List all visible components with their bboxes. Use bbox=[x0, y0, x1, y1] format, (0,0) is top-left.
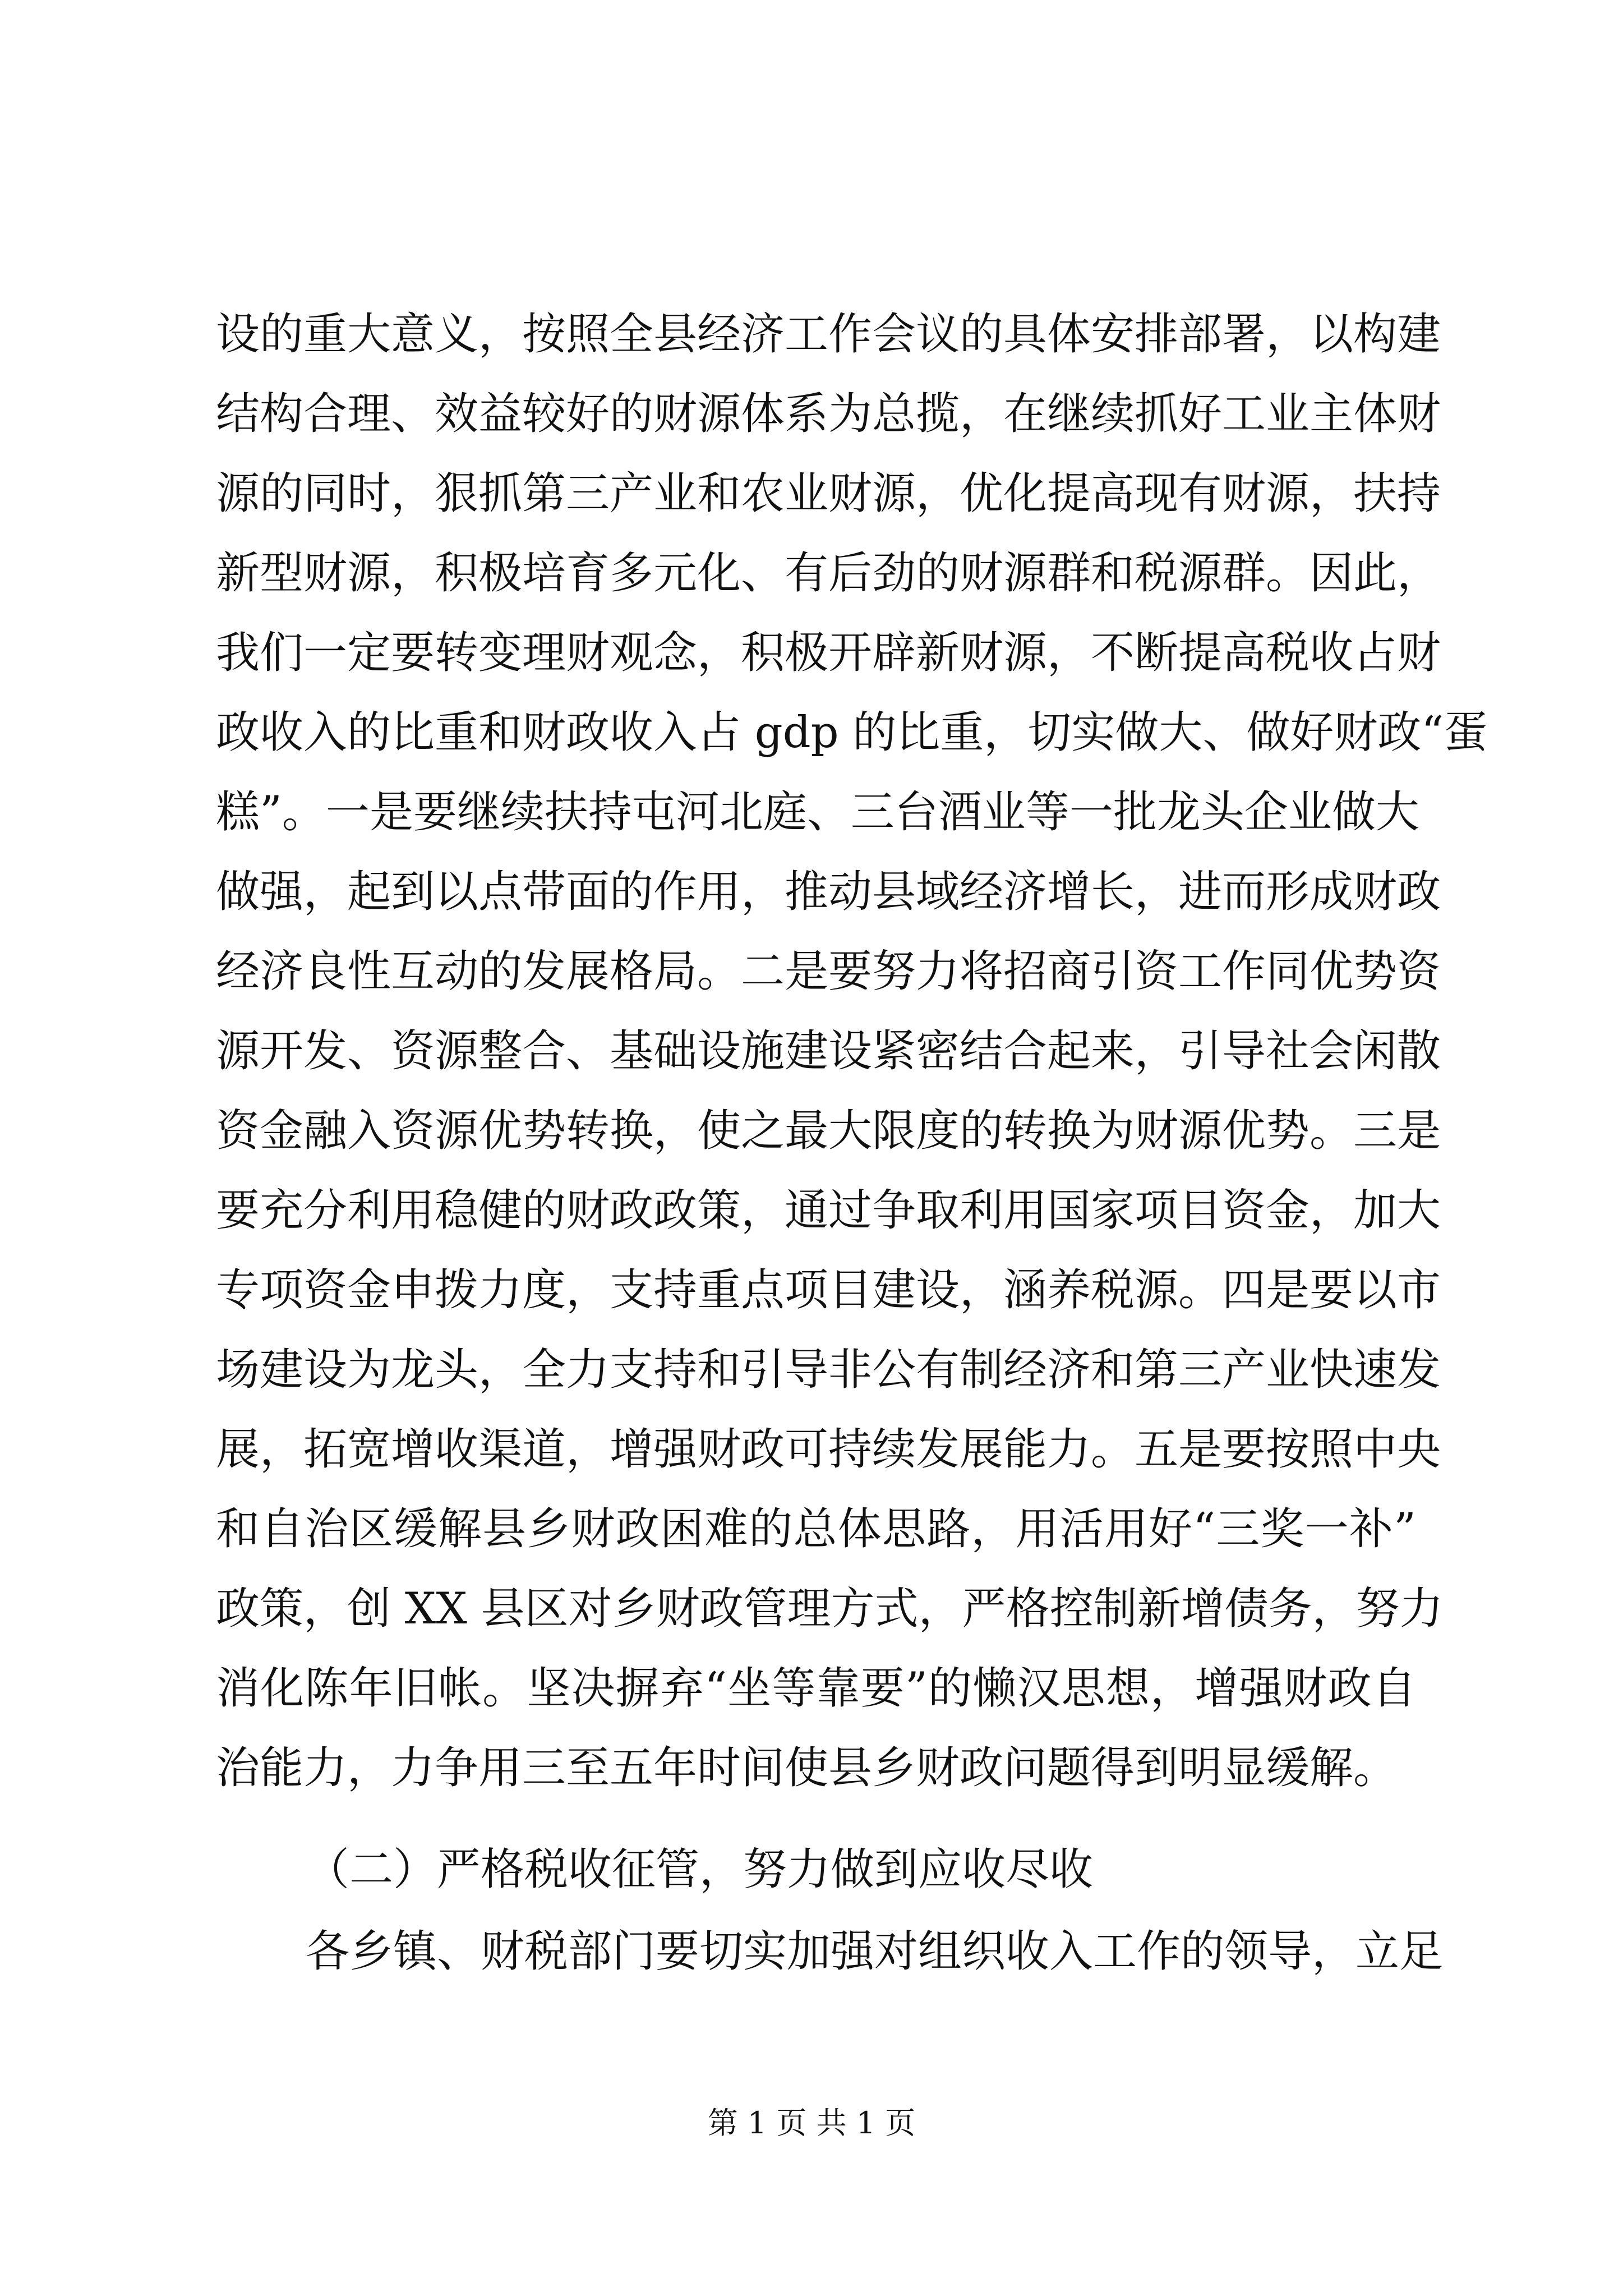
text-line: 源开发、资源整合、基础设施建设紧密结合起来，引导社会闲散 bbox=[216, 1026, 1441, 1076]
text-line: 结构合理、效益较好的财源体系为总揽，在继续抓好工业主体财 bbox=[216, 389, 1441, 439]
text-line: 要充分利用稳健的财政政策，通过争取利用国家项目资金，加大 bbox=[216, 1185, 1441, 1236]
text-line: 治能力，力争用三至五年时间使县乡财政问题得到明显缓解。 bbox=[216, 1743, 1398, 1793]
text-line: 经济良性互动的发展格局。二是要努力将招商引资工作同优势资 bbox=[216, 946, 1441, 997]
page-footer: 第 1 页 共 1 页 bbox=[707, 2105, 916, 2141]
section-heading: （二）严格税收征管，努力做到应收尽收 bbox=[306, 1844, 1094, 1895]
text-line: 我们一定要转变理财观念，积极开辟新财源，不断提高税收占财 bbox=[216, 628, 1441, 678]
text-line: 做强，起到以点带面的作用，推动县域经济增长，进而形成财政 bbox=[216, 867, 1441, 917]
text-line: 政收入的比重和财政收入占 gdp 的比重，切实做大、做好财政“蛋 bbox=[216, 707, 1488, 758]
paragraph-continued bbox=[216, 295, 1488, 1808]
text-line: 资金融入资源优势转换，使之最大限度的转换为财源优势。三是 bbox=[216, 1106, 1441, 1156]
text-line: 政策，创 XX 县区对乡财政管理方式，严格控制新增债务，努力 bbox=[216, 1584, 1444, 1634]
text-line: 和自治区缓解县乡财政困难的总体思路，用活用好“三奖一补” bbox=[216, 1504, 1416, 1554]
text-line: 糕”。一是要继续扶持屯河北庭、三台酒业等一批龙头企业做大 bbox=[216, 787, 1419, 838]
text-line: 专项资金申拨力度，支持重点项目建设，涵养税源。四是要以市 bbox=[216, 1265, 1441, 1315]
text-line: 源的同时，狠抓第三产业和农业财源，优化提高现有财源，扶持 bbox=[216, 468, 1441, 519]
paragraph-first-line: 各乡镇、财税部门要切实加强对组织收入工作的领导，立足 bbox=[306, 1926, 1444, 1977]
text-line: 场建设为龙头，全力支持和引导非公有制经济和第三产业快速发 bbox=[216, 1345, 1441, 1395]
text-line: 消化陈年旧帐。坚决摒弃“坐等靠要”的懒汉思想，增强财政自 bbox=[216, 1663, 1416, 1714]
text-line: 设的重大意义，按照全县经济工作会议的具体安排部署，以构建 bbox=[216, 309, 1441, 360]
text-line: 展，拓宽增收渠道，增强财政可持续发展能力。五是要按照中央 bbox=[216, 1424, 1441, 1475]
text-line: 新型财源，积极培育多元化、有后劲的财源群和税源群。因此， bbox=[216, 548, 1441, 599]
